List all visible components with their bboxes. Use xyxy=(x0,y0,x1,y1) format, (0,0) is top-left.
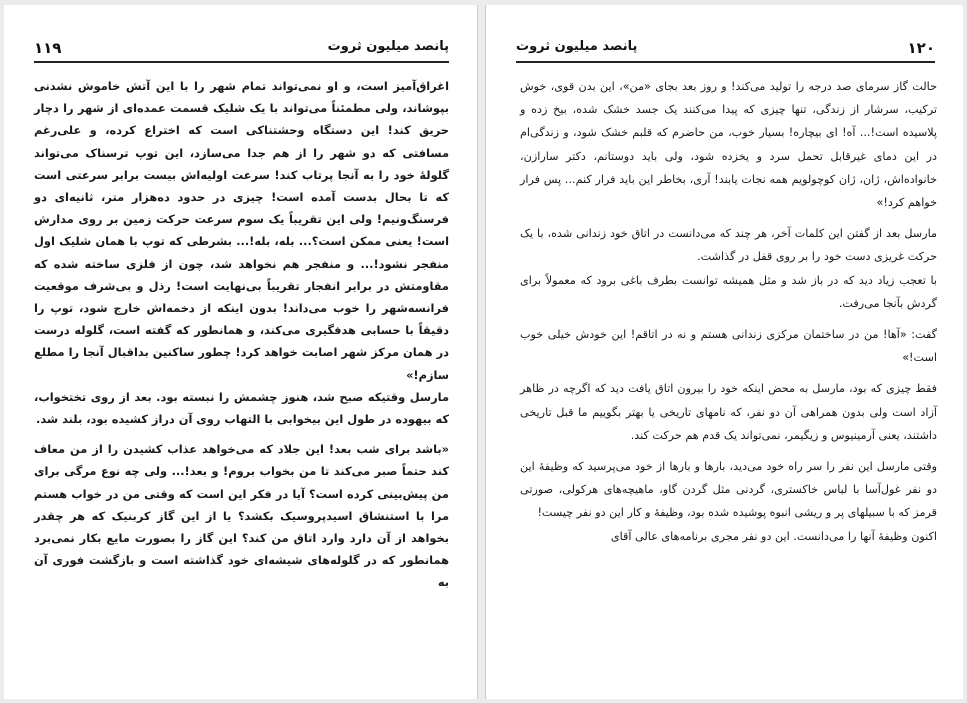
paragraph: وقتی مارسل این نفر را سر راه خود می‌دید، بارها و بارها از خود می‌پرسید که وظیفهٔ این دو نفر غول‌آسا با لباس خاکستری، گردنی مثل گردن گاو، ماهیچه‌های هرکولی، صورتی قرمز که با سبیلهای پر و ریشی انبوه پوشیده شده بود، وظیفهٔ و کار این دو نفر چیست! xyxy=(520,460,937,520)
paragraph: اکنون وظیفهٔ آنها را می‌دانست. این دو نفر مجری برنامه‌های عالی آقای xyxy=(610,529,937,543)
paragraph: حالت گاز سرمای صد درجه را تولید می‌کند! و روز بعد بجای «من»، این بدن قوی، خوش ترکیب، سرشار از زندگی، تنها چیزی که پیدا می‌کنند یک جسد خشک شده، بیخ زده و پلاسیده است!... آه! ای بیچاره! بسیار خوب، من حاضرم که قلبم خشک شود، و زندگی‌ام در این دمای غیرقابل تحمل سرد و یخزده شود، ولی باید دوستانم، دکتر سارازن، خانواده‌اش، ژان، ژان کوچولویم همه نجات یابند! آری، بخاطر این باید فرار کنم... پس فرار خواهم کرد!» xyxy=(520,80,937,210)
header-rule xyxy=(516,61,935,63)
page-number: ۱۱۹ xyxy=(34,39,62,57)
left-page xyxy=(4,5,478,699)
paragraph: اغراق‌آمیز است، و او نمی‌تواند تمام شهر را با این آتش خاموش نشدنی بپوشاند، ولی مطمئناً می‌تواند با یک شلیک قسمت عمده‌ای از شهر را دچار حریق کند! این دستگاه وحشتناکی است که اختراع کرده، و علی‌رغم مسافتی که دو شهر را از هم جدا می‌سازد، این توپ ترسناک می‌تواند گلولهٔ خود را به آنجا پرتاب کند! سرعت اولیه‌اش بیست برابر سرعتی است که تا بحال بدست آمده است! چیزی در حدود ده‌هزار متر، ثانیه‌ای دو فرسنگ‌ونیم! ولی این تقریباً یک سوم سرعت حرکت زمین بر روی مدارش است! یعنی ممکن است؟... بله، بله!... بشرطی که توپ با همان شلیک اول منفجر نشود!... و منفجر هم نخواهد شد، چون از فلزی ساخته شده که مقاومتش در برابر انفجار تقریباً بی‌نهایت است! رذل و بی‌شرف موقعیت فرانسه‌شهر را خوب می‌داند! بدون اینکه از دخمه‌اش خارج شود، توپ را دقیقاً با حسابی هدفگیری می‌کند، و همانطور که گفته است، گلوله درست در همان مرکز شهر اصابت خواهد کرد! چطور ساکنین بداقبال آنجا را مطلع سازم!» xyxy=(34,79,449,382)
paragraph: با تعجب زیاد دید که در باز شد و مثل همیشه توانست بطرف باغی برود که معمولاً برای گردش بآنجا می‌رفت. xyxy=(520,273,937,310)
header-rule xyxy=(34,61,449,63)
running-head xyxy=(516,39,935,59)
book-title: پانصد میلیون ثروت xyxy=(516,39,638,54)
paragraph: مارسل بعد از گفتن این کلمات آخر، هر چند که می‌دانست در اتاق خود زندانی شده، با یک حرکت غریزی دست خود را بر روی قفل در گذاشت. xyxy=(520,227,937,264)
paragraph: مارسل وقتیکه صبح شد، هنوز چشمش را نبسته بود. بعد از روی تختخواب، که بیهوده در طول این بیخوابی با التهاب روی آن دراز کشیده بود، بلند شد. xyxy=(34,389,449,427)
paragraph: «باشد برای شب بعد! این جلاد که می‌خواهد عذاب کشیدن را از من معاف کند حتماً صبر می‌کند تا من بخواب بروم! و بعد!... ولی چه نوع مرگی برای من پیش‌بینی کرده است؟ آیا در فکر این است که وقتی من در خواب هستم مرا با استنشاق اسیدپروسیک بکشد؟ یا از این گاز کربنیک که هر چقدر بخواهد از آن دارد وارد اتاق من کند؟ این گاز را بصورت مایع بکار نمی‌برد همانطور که در گلوله‌های شیشه‌ای خود گذاشته است و بازگشت فوری آن به xyxy=(34,442,449,590)
page-body xyxy=(520,75,937,679)
book-title: پانصد میلیون ثروت xyxy=(327,39,449,54)
paragraph: فقط چیزی که بود، مارسل به محض اینکه خود را بیرون اتاق یافت دید که اگرچه در ظاهر آزاد است ولی بدون همراهی آن دو نفر، که نامهای تاریخی یا بهتر بگوییم ما قبل تاریخی داشتند، یعنی آرمینیوس و زیگیمر، نمی‌تواند یک قدم هم حرکت کند. xyxy=(520,382,937,442)
right-page xyxy=(485,5,963,699)
page-number: ۱۲۰ xyxy=(907,39,935,57)
page-body xyxy=(34,75,449,679)
paragraph: گفت: «آها! من در ساختمان مرکزی زندانی هستم و نه در اتاقم! این خودش خیلی خوب است!» xyxy=(520,328,937,365)
running-head xyxy=(34,39,449,59)
